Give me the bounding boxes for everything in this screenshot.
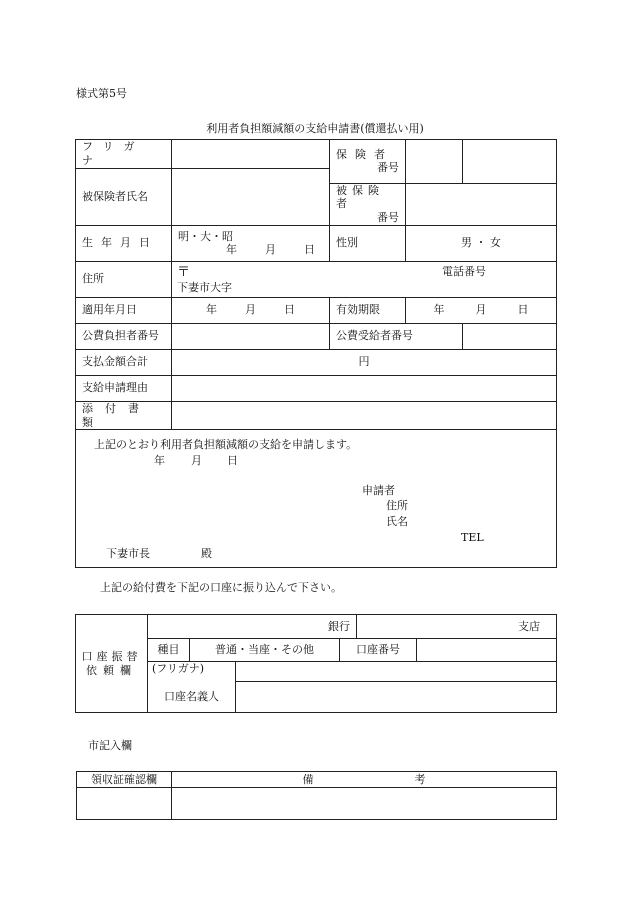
statement-year-unit: 年 (154, 454, 165, 468)
bank-label: 銀行 (328, 619, 350, 633)
apply-date-field[interactable] (172, 297, 330, 323)
holder-furigana-field[interactable] (236, 662, 557, 682)
receipt-confirm-label: 領収証確認欄 (77, 772, 172, 788)
birth-ymd (172, 243, 329, 257)
reason-label (76, 375, 172, 401)
birth-day-unit: 日 (304, 243, 315, 257)
total-label-text: 支払金額合計 (82, 355, 148, 369)
holder-furigana-label: (フリガナ) (148, 662, 236, 682)
public-recipient-label: 公費受給者番号 (330, 323, 463, 349)
valid-year-unit: 年 (433, 303, 445, 317)
furigana-label-text: フリガナ (82, 140, 145, 167)
transfer-section-line1: 口座振替 (81, 649, 142, 663)
address-value: 下妻市大字 (177, 281, 232, 294)
applicant-tel-label: TEL (461, 531, 484, 545)
remarks-label-char1: 備 (302, 772, 314, 786)
sex-label (330, 225, 406, 261)
valid-label: 有効期限 (330, 297, 406, 323)
total-field[interactable] (172, 349, 557, 375)
reason-field[interactable] (172, 375, 557, 401)
insured-name-field[interactable] (172, 168, 330, 225)
remarks-label-char2: 考 (414, 772, 426, 786)
insured-name-label-text: 被保険者氏名 (82, 189, 148, 203)
transfer-note: 上記の給付費を下記の口座に振り込んで下さい。 (100, 581, 342, 594)
branch-label: 支店 (518, 619, 540, 633)
honorific: 殿 (201, 547, 212, 561)
public-payer-label: 公費負担者番号 (76, 323, 172, 349)
apply-date-label (76, 297, 172, 323)
account-type-label: 種目 (148, 639, 190, 662)
attach-label (76, 401, 172, 430)
birth-eras: 明・大・昭 (178, 229, 233, 243)
phone-label: 電話番号 (442, 264, 486, 278)
insurer-number-field-a[interactable] (406, 140, 463, 184)
addressee: 下妻市長 (106, 547, 150, 561)
insurer-number-label-line2: 番号 (377, 161, 399, 175)
statement-text: 上記のとおり利用者負担額減額の支給を申請します。 (94, 438, 358, 452)
apply-month-unit: 月 (245, 303, 256, 317)
holder-label: 口座名義人 (148, 682, 236, 713)
remarks-label (172, 772, 557, 788)
address-label (76, 261, 172, 297)
application-table (75, 139, 557, 568)
applicant-address-label: 住所 (386, 499, 408, 513)
applicant-name-label: 氏名 (386, 515, 408, 529)
public-payer-field[interactable] (172, 323, 330, 349)
statement-day-unit: 日 (227, 454, 238, 468)
birth-label-text: 生年月日 (82, 236, 158, 250)
birth-month-unit: 月 (265, 243, 276, 257)
valid-day-unit: 日 (517, 303, 529, 317)
account-type-options[interactable]: 普通・当座・その他 (190, 639, 340, 662)
yen-unit: 円 (358, 355, 370, 369)
form-title: 利用者負担額減額の支給申請書(償還払い用) (206, 122, 424, 135)
apply-year-unit: 年 (206, 303, 217, 317)
total-label (76, 349, 172, 375)
account-number-field[interactable] (417, 639, 557, 662)
sex-label-text: 性別 (336, 236, 358, 250)
insurer-number-label (330, 140, 406, 184)
insurer-number-field-b[interactable] (463, 140, 557, 184)
birth-label (76, 225, 172, 261)
birth-year-unit: 年 (226, 243, 237, 257)
insured-number-label-line1: 被保険者 (336, 183, 384, 211)
insured-name-label (76, 168, 172, 225)
insured-number-field[interactable] (406, 183, 557, 225)
sex-options[interactable]: 男 ・ 女 (406, 225, 557, 261)
statement-month-unit: 月 (191, 454, 202, 468)
form-number: 様式第5号 (76, 87, 127, 100)
holder-field[interactable] (236, 682, 557, 713)
bank-field[interactable] (148, 615, 357, 639)
remarks-field[interactable] (172, 788, 557, 820)
attach-label-text: 添付書類 (82, 401, 151, 429)
city-section-label: 市記入欄 (88, 739, 132, 752)
account-number-label: 口座番号 (340, 639, 417, 662)
transfer-section-label (76, 615, 148, 713)
valid-date-field[interactable] (406, 297, 557, 323)
public-recipient-field[interactable] (463, 323, 557, 349)
apply-date-label-text: 適用年月日 (82, 303, 137, 317)
applicant-label: 申請者 (362, 484, 395, 498)
furigana-label (76, 140, 172, 169)
insured-number-label-line2: 番号 (377, 211, 399, 224)
insurer-number-label-line1: 保険者 (336, 147, 393, 161)
furigana-field[interactable] (172, 140, 330, 169)
bank-table (75, 614, 557, 713)
attach-field[interactable] (172, 401, 557, 430)
birth-field[interactable] (172, 225, 330, 261)
receipt-confirm-field[interactable] (77, 788, 172, 820)
valid-month-unit: 月 (475, 303, 487, 317)
reason-label-text: 支給申請理由 (82, 381, 148, 395)
address-field[interactable] (172, 261, 557, 297)
insured-number-label (330, 183, 406, 225)
branch-field[interactable] (357, 615, 557, 639)
apply-day-unit: 日 (284, 303, 295, 317)
transfer-section-line2: 依頼欄 (86, 663, 137, 677)
address-label-text: 住所 (82, 272, 104, 286)
statement-cell (76, 430, 557, 568)
receipt-table (76, 771, 557, 820)
postal-mark: 〒 (177, 264, 191, 280)
